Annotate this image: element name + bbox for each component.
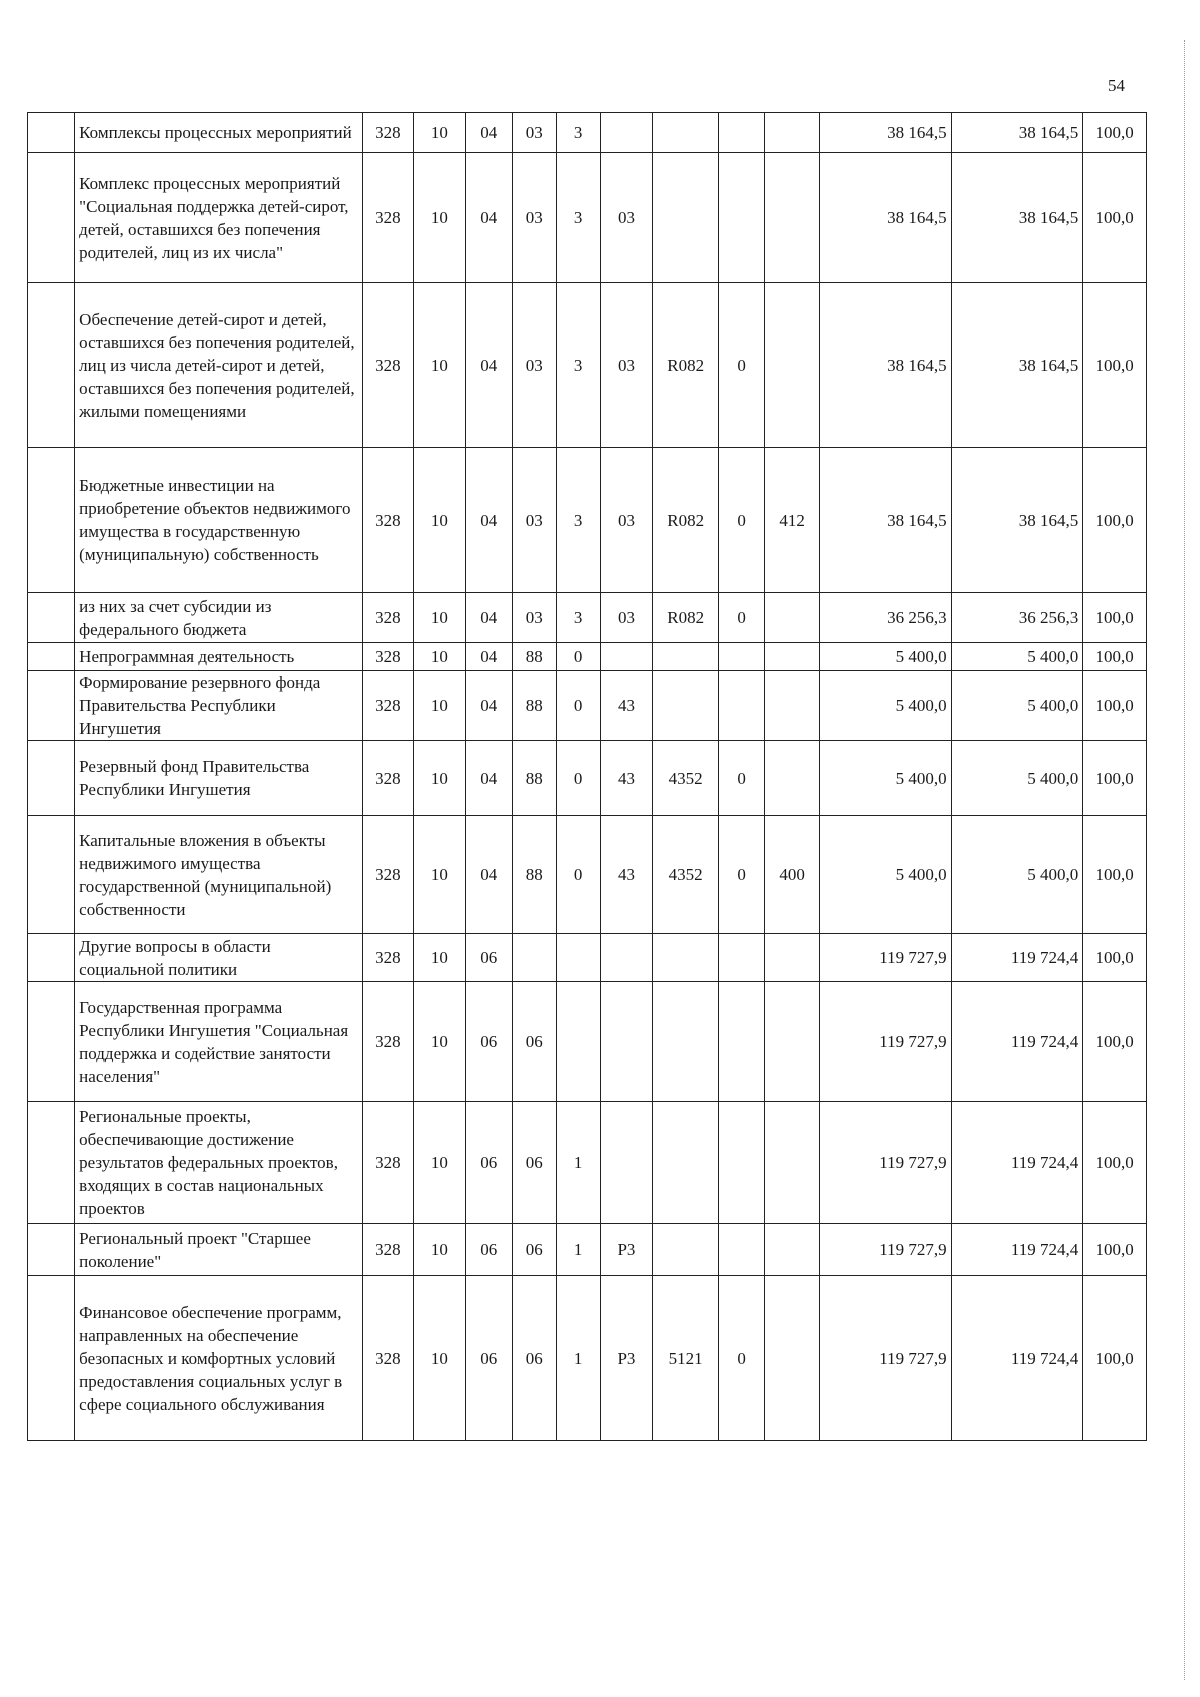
amount-planned: 36 256,3 bbox=[819, 593, 951, 643]
row-name: из них за счет субсидии из федерального бюджета bbox=[75, 593, 362, 643]
percent-executed: 100,0 bbox=[1083, 1276, 1147, 1441]
code-subdirection bbox=[719, 153, 765, 283]
code-ministry: 328 bbox=[362, 934, 414, 982]
amount-executed: 119 724,4 bbox=[951, 982, 1083, 1102]
percent-executed: 100,0 bbox=[1083, 448, 1147, 593]
code-subsection: 04 bbox=[465, 283, 512, 448]
code-event: 43 bbox=[600, 671, 653, 741]
code-program: 06 bbox=[512, 1224, 556, 1276]
code-expense-type bbox=[765, 283, 820, 448]
code-section: 10 bbox=[414, 1224, 466, 1276]
code-subprogram: 0 bbox=[556, 671, 600, 741]
code-section: 10 bbox=[414, 113, 466, 153]
code-event: 03 bbox=[600, 593, 653, 643]
amount-planned: 5 400,0 bbox=[819, 643, 951, 671]
code-ministry: 328 bbox=[362, 816, 414, 934]
row-name: Бюджетные инвестиции на приобретение объектов недвижимого имущества в государственную (муниципальную) собственность bbox=[75, 448, 362, 593]
code-ministry: 328 bbox=[362, 643, 414, 671]
row-blank-cell bbox=[28, 816, 75, 934]
percent-executed: 100,0 bbox=[1083, 1224, 1147, 1276]
table-row bbox=[28, 741, 1147, 816]
amount-planned: 38 164,5 bbox=[819, 283, 951, 448]
code-subdirection bbox=[719, 113, 765, 153]
code-subprogram bbox=[556, 934, 600, 982]
code-subprogram: 0 bbox=[556, 816, 600, 934]
row-blank-cell bbox=[28, 113, 75, 153]
code-program: 88 bbox=[512, 671, 556, 741]
percent-executed: 100,0 bbox=[1083, 113, 1147, 153]
row-blank-cell bbox=[28, 982, 75, 1102]
row-name: Региональные проекты, обеспечивающие достижение результатов федеральных проектов, входящих в состав национальных проектов bbox=[75, 1102, 362, 1224]
code-expense-type bbox=[765, 153, 820, 283]
row-name: Формирование резервного фонда Правительства Республики Ингушетия bbox=[75, 671, 362, 741]
code-section: 10 bbox=[414, 448, 466, 593]
code-direction bbox=[653, 643, 719, 671]
code-subprogram: 3 bbox=[556, 593, 600, 643]
code-subdirection bbox=[719, 1102, 765, 1224]
table-row bbox=[28, 283, 1147, 448]
amount-executed: 5 400,0 bbox=[951, 741, 1083, 816]
code-expense-type bbox=[765, 1224, 820, 1276]
code-program: 06 bbox=[512, 982, 556, 1102]
amount-planned: 119 727,9 bbox=[819, 1102, 951, 1224]
code-program bbox=[512, 934, 556, 982]
code-ministry: 328 bbox=[362, 1102, 414, 1224]
code-direction bbox=[653, 934, 719, 982]
code-subprogram: 1 bbox=[556, 1276, 600, 1441]
code-event bbox=[600, 1102, 653, 1224]
amount-planned: 38 164,5 bbox=[819, 113, 951, 153]
code-subsection: 06 bbox=[465, 1102, 512, 1224]
percent-executed: 100,0 bbox=[1083, 1102, 1147, 1224]
percent-executed: 100,0 bbox=[1083, 153, 1147, 283]
amount-executed: 119 724,4 bbox=[951, 1276, 1083, 1441]
code-direction: R082 bbox=[653, 283, 719, 448]
row-name: Непрограммная деятельность bbox=[75, 643, 362, 671]
row-name: Капитальные вложения в объекты недвижимого имущества государственной (муниципальной) собственности bbox=[75, 816, 362, 934]
code-ministry: 328 bbox=[362, 982, 414, 1102]
table-row bbox=[28, 113, 1147, 153]
percent-executed: 100,0 bbox=[1083, 934, 1147, 982]
code-subsection: 04 bbox=[465, 113, 512, 153]
row-name: Региональный проект "Старшее поколение" bbox=[75, 1224, 362, 1276]
code-section: 10 bbox=[414, 1276, 466, 1441]
table-row bbox=[28, 816, 1147, 934]
amount-executed: 38 164,5 bbox=[951, 153, 1083, 283]
code-event bbox=[600, 934, 653, 982]
table-row bbox=[28, 643, 1147, 671]
row-name: Комплексы процессных мероприятий bbox=[75, 113, 362, 153]
code-subsection: 04 bbox=[465, 741, 512, 816]
row-blank-cell bbox=[28, 741, 75, 816]
code-subdirection: 0 bbox=[719, 741, 765, 816]
table-row bbox=[28, 593, 1147, 643]
amount-planned: 38 164,5 bbox=[819, 153, 951, 283]
code-direction: 4352 bbox=[653, 816, 719, 934]
percent-executed: 100,0 bbox=[1083, 816, 1147, 934]
code-expense-type bbox=[765, 1276, 820, 1441]
table-row bbox=[28, 934, 1147, 982]
amount-planned: 119 727,9 bbox=[819, 1276, 951, 1441]
code-subsection: 04 bbox=[465, 153, 512, 283]
code-section: 10 bbox=[414, 593, 466, 643]
code-subsection: 04 bbox=[465, 593, 512, 643]
amount-executed: 36 256,3 bbox=[951, 593, 1083, 643]
code-section: 10 bbox=[414, 153, 466, 283]
code-subdirection: 0 bbox=[719, 1276, 765, 1441]
percent-executed: 100,0 bbox=[1083, 643, 1147, 671]
code-subprogram: 3 bbox=[556, 153, 600, 283]
code-subprogram: 3 bbox=[556, 283, 600, 448]
amount-executed: 5 400,0 bbox=[951, 816, 1083, 934]
row-name: Обеспечение детей-сирот и детей, оставшихся без попечения родителей, лиц из числа детей-сирот и детей, оставшихся без попечения родителей, жилыми помещениями bbox=[75, 283, 362, 448]
code-expense-type bbox=[765, 671, 820, 741]
code-event bbox=[600, 982, 653, 1102]
code-ministry: 328 bbox=[362, 1276, 414, 1441]
code-event: 43 bbox=[600, 816, 653, 934]
code-direction bbox=[653, 1102, 719, 1224]
code-ministry: 328 bbox=[362, 113, 414, 153]
table-row bbox=[28, 1224, 1147, 1276]
code-subprogram: 1 bbox=[556, 1224, 600, 1276]
code-event: 03 bbox=[600, 283, 653, 448]
code-section: 10 bbox=[414, 982, 466, 1102]
code-program: 03 bbox=[512, 448, 556, 593]
scan-edge-line bbox=[1184, 40, 1186, 1680]
code-direction bbox=[653, 982, 719, 1102]
code-event: 43 bbox=[600, 741, 653, 816]
amount-planned: 38 164,5 bbox=[819, 448, 951, 593]
amount-executed: 38 164,5 bbox=[951, 283, 1083, 448]
code-expense-type bbox=[765, 1102, 820, 1224]
code-subsection: 04 bbox=[465, 643, 512, 671]
code-direction: 5121 bbox=[653, 1276, 719, 1441]
code-section: 10 bbox=[414, 934, 466, 982]
code-subdirection bbox=[719, 1224, 765, 1276]
code-ministry: 328 bbox=[362, 741, 414, 816]
row-blank-cell bbox=[28, 1276, 75, 1441]
code-subsection: 04 bbox=[465, 816, 512, 934]
amount-executed: 5 400,0 bbox=[951, 671, 1083, 741]
table-row bbox=[28, 448, 1147, 593]
code-subsection: 06 bbox=[465, 1276, 512, 1441]
code-event: 03 bbox=[600, 153, 653, 283]
code-direction bbox=[653, 113, 719, 153]
code-event bbox=[600, 643, 653, 671]
amount-executed: 119 724,4 bbox=[951, 934, 1083, 982]
code-subsection: 06 bbox=[465, 1224, 512, 1276]
code-subdirection: 0 bbox=[719, 448, 765, 593]
code-direction bbox=[653, 671, 719, 741]
code-subdirection bbox=[719, 671, 765, 741]
code-subsection: 06 bbox=[465, 982, 512, 1102]
code-section: 10 bbox=[414, 671, 466, 741]
row-blank-cell bbox=[28, 1102, 75, 1224]
code-program: 88 bbox=[512, 741, 556, 816]
code-event bbox=[600, 113, 653, 153]
amount-executed: 38 164,5 bbox=[951, 448, 1083, 593]
row-blank-cell bbox=[28, 153, 75, 283]
amount-planned: 119 727,9 bbox=[819, 934, 951, 982]
row-blank-cell bbox=[28, 1224, 75, 1276]
table-row bbox=[28, 671, 1147, 741]
code-section: 10 bbox=[414, 741, 466, 816]
table-row bbox=[28, 1102, 1147, 1224]
code-program: 06 bbox=[512, 1102, 556, 1224]
code-subprogram: 0 bbox=[556, 741, 600, 816]
amount-executed: 119 724,4 bbox=[951, 1224, 1083, 1276]
code-direction: R082 bbox=[653, 448, 719, 593]
percent-executed: 100,0 bbox=[1083, 593, 1147, 643]
table-row bbox=[28, 982, 1147, 1102]
code-subsection: 04 bbox=[465, 671, 512, 741]
code-ministry: 328 bbox=[362, 153, 414, 283]
code-program: 03 bbox=[512, 593, 556, 643]
percent-executed: 100,0 bbox=[1083, 283, 1147, 448]
code-program: 03 bbox=[512, 283, 556, 448]
code-section: 10 bbox=[414, 283, 466, 448]
amount-executed: 119 724,4 bbox=[951, 1102, 1083, 1224]
code-subsection: 04 bbox=[465, 448, 512, 593]
percent-executed: 100,0 bbox=[1083, 982, 1147, 1102]
percent-executed: 100,0 bbox=[1083, 671, 1147, 741]
code-direction: 4352 bbox=[653, 741, 719, 816]
code-program: 06 bbox=[512, 1276, 556, 1441]
row-name: Резервный фонд Правительства Республики Ингушетия bbox=[75, 741, 362, 816]
amount-planned: 119 727,9 bbox=[819, 982, 951, 1102]
row-blank-cell bbox=[28, 671, 75, 741]
code-ministry: 328 bbox=[362, 593, 414, 643]
code-direction: R082 bbox=[653, 593, 719, 643]
code-event: Р3 bbox=[600, 1276, 653, 1441]
code-expense-type bbox=[765, 982, 820, 1102]
code-program: 88 bbox=[512, 643, 556, 671]
row-blank-cell bbox=[28, 934, 75, 982]
amount-planned: 119 727,9 bbox=[819, 1224, 951, 1276]
budget-table bbox=[27, 112, 1147, 1441]
amount-executed: 5 400,0 bbox=[951, 643, 1083, 671]
code-subdirection: 0 bbox=[719, 593, 765, 643]
code-subdirection bbox=[719, 934, 765, 982]
code-ministry: 328 bbox=[362, 283, 414, 448]
code-subdirection bbox=[719, 643, 765, 671]
code-expense-type bbox=[765, 741, 820, 816]
code-ministry: 328 bbox=[362, 1224, 414, 1276]
code-subdirection bbox=[719, 982, 765, 1102]
code-expense-type bbox=[765, 643, 820, 671]
code-subprogram bbox=[556, 982, 600, 1102]
code-direction bbox=[653, 1224, 719, 1276]
row-blank-cell bbox=[28, 283, 75, 448]
code-ministry: 328 bbox=[362, 671, 414, 741]
amount-planned: 5 400,0 bbox=[819, 741, 951, 816]
table-row bbox=[28, 153, 1147, 283]
row-blank-cell bbox=[28, 448, 75, 593]
code-expense-type bbox=[765, 113, 820, 153]
code-program: 03 bbox=[512, 153, 556, 283]
code-program: 88 bbox=[512, 816, 556, 934]
code-section: 10 bbox=[414, 816, 466, 934]
row-name: Другие вопросы в области социальной политики bbox=[75, 934, 362, 982]
amount-executed: 38 164,5 bbox=[951, 113, 1083, 153]
percent-executed: 100,0 bbox=[1083, 741, 1147, 816]
code-expense-type bbox=[765, 593, 820, 643]
code-event: Р3 bbox=[600, 1224, 653, 1276]
code-subprogram: 3 bbox=[556, 448, 600, 593]
row-name: Комплекс процессных мероприятий "Социальная поддержка детей-сирот, детей, оставшихся без попечения родителей, лиц из их числа" bbox=[75, 153, 362, 283]
code-direction bbox=[653, 153, 719, 283]
code-subdirection: 0 bbox=[719, 816, 765, 934]
code-ministry: 328 bbox=[362, 448, 414, 593]
code-section: 10 bbox=[414, 643, 466, 671]
code-subprogram: 3 bbox=[556, 113, 600, 153]
row-name: Государственная программа Республики Ингушетия "Социальная поддержка и содействие занятости населения" bbox=[75, 982, 362, 1102]
code-expense-type: 400 bbox=[765, 816, 820, 934]
row-blank-cell bbox=[28, 593, 75, 643]
code-subprogram: 0 bbox=[556, 643, 600, 671]
amount-planned: 5 400,0 bbox=[819, 671, 951, 741]
code-subsection: 06 bbox=[465, 934, 512, 982]
page-number: 54 bbox=[1108, 76, 1125, 95]
code-section: 10 bbox=[414, 1102, 466, 1224]
code-expense-type: 412 bbox=[765, 448, 820, 593]
code-event: 03 bbox=[600, 448, 653, 593]
row-blank-cell bbox=[28, 643, 75, 671]
table-row bbox=[28, 1276, 1147, 1441]
code-subdirection: 0 bbox=[719, 283, 765, 448]
code-program: 03 bbox=[512, 113, 556, 153]
code-expense-type bbox=[765, 934, 820, 982]
amount-planned: 5 400,0 bbox=[819, 816, 951, 934]
row-name: Финансовое обеспечение программ, направленных на обеспечение безопасных и комфортных условий предоставления социальных услуг в сфере социального обслуживания bbox=[75, 1276, 362, 1441]
code-subprogram: 1 bbox=[556, 1102, 600, 1224]
